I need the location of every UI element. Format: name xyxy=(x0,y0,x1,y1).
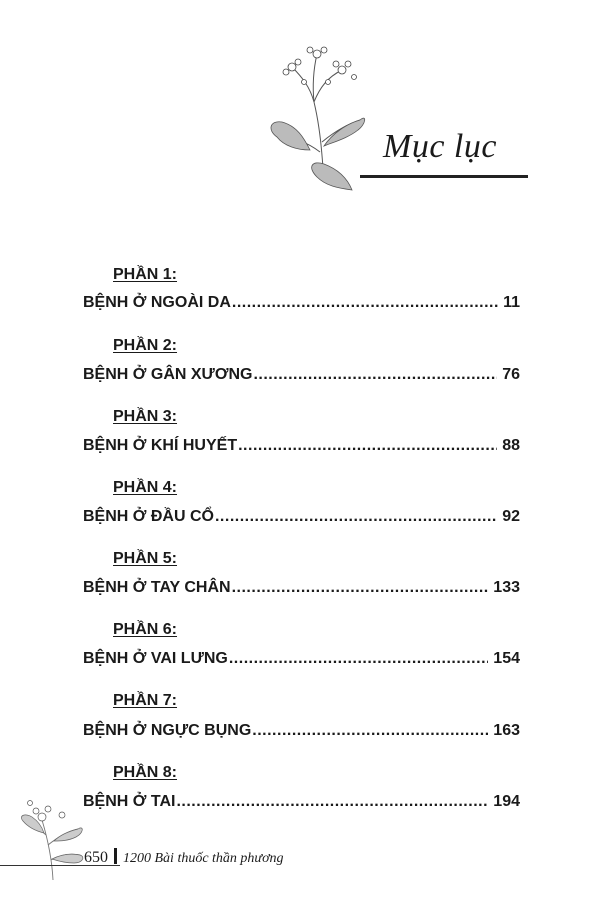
toc-entry[interactable] xyxy=(83,650,520,668)
flower-ornament-icon xyxy=(18,795,88,880)
dot-leader xyxy=(232,294,498,312)
page-title: Mục lục xyxy=(383,128,497,165)
page-footer xyxy=(84,848,284,867)
toc-entry-title: BỆNH Ở NGỰC BỤNG xyxy=(83,722,252,739)
toc-entry[interactable] xyxy=(83,579,520,597)
toc-entry-page: 133 xyxy=(493,579,520,596)
toc-entry-title: BỆNH Ở GÂN XƯƠNG xyxy=(83,366,253,383)
toc-entry-title: BỆNH Ở KHÍ HUYẾT xyxy=(83,437,238,454)
toc-entry[interactable] xyxy=(83,508,520,526)
toc-entry-page: 154 xyxy=(493,650,520,667)
dot-leader xyxy=(232,579,489,597)
toc-entry[interactable] xyxy=(83,437,520,455)
toc-entry-title: BỆNH Ở VAI LƯNG xyxy=(83,650,228,667)
dot-leader xyxy=(176,793,488,811)
toc-entry-title: BỆNH Ở TAY CHÂN xyxy=(83,579,231,596)
toc-part-label: PHẦN 6: xyxy=(113,621,178,638)
dot-leader xyxy=(229,650,488,668)
toc-entry-page: 76 xyxy=(502,366,520,383)
toc-part-label: PHẦN 4: xyxy=(113,479,178,496)
toc-entry-title: BỆNH Ở ĐẦU CỔ xyxy=(83,508,214,525)
page-number: 650 xyxy=(84,849,108,866)
toc-entry[interactable] xyxy=(83,366,520,384)
toc-entry-page: 194 xyxy=(493,793,520,810)
toc-entry-page: 11 xyxy=(503,294,520,311)
footer-separator xyxy=(114,848,117,864)
toc-part-label: PHẦN 5: xyxy=(113,550,178,567)
toc-entry[interactable] xyxy=(83,294,520,312)
toc-part-label: PHẦN 3: xyxy=(113,408,178,425)
book-title: 1200 Bài thuốc thần phương xyxy=(123,851,284,866)
dot-leader xyxy=(238,437,497,455)
dot-leader xyxy=(215,508,497,526)
toc-entry-title: BỆNH Ở NGOÀI DA xyxy=(83,294,231,311)
toc-part-label: PHẦN 7: xyxy=(113,692,178,709)
dot-leader xyxy=(253,366,497,384)
toc-part-label: PHẦN 2: xyxy=(113,337,178,354)
toc-entry[interactable] xyxy=(83,722,520,740)
toc-part-label: PHẦN 1: xyxy=(113,266,178,283)
dot-leader xyxy=(252,722,488,740)
toc-entry-page: 88 xyxy=(502,437,520,454)
toc-entry-title: BỆNH Ở TAI xyxy=(83,793,176,810)
toc-entry-page: 163 xyxy=(493,722,520,739)
toc-entry-page: 92 xyxy=(502,508,520,525)
toc-entry[interactable] xyxy=(83,793,520,811)
toc-part-label: PHẦN 8: xyxy=(113,764,178,781)
